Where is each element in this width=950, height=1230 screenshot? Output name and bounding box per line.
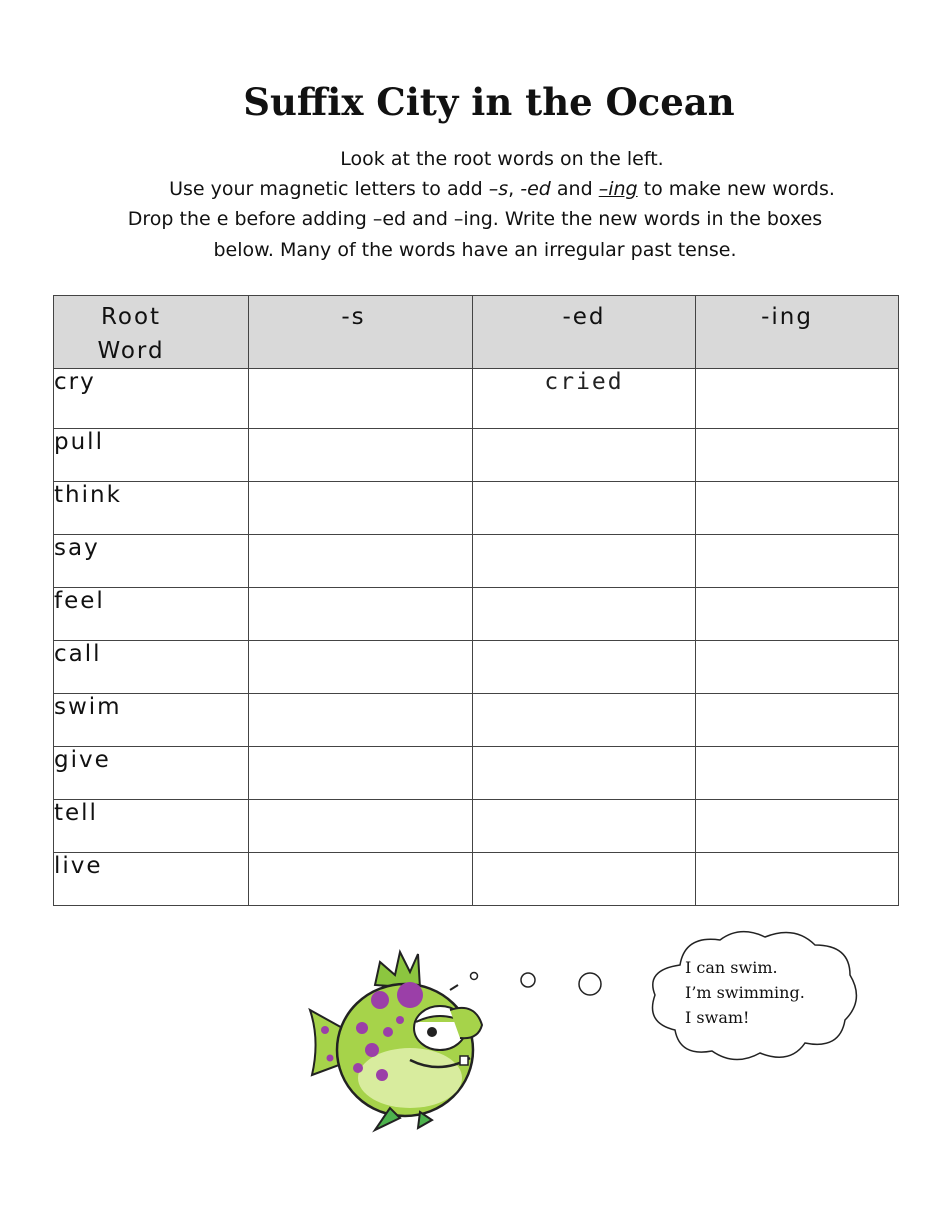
thought-line-1: I can swim. [685,958,778,977]
ing-answer-cell[interactable] [696,641,899,694]
ed-answer-cell[interactable] [473,694,696,747]
ed-answer-cell[interactable] [473,429,696,482]
root-word-cell: give [54,747,249,800]
root-word-cell: say [54,535,249,588]
table-row [54,800,899,853]
s-answer-cell[interactable] [249,747,473,800]
root-word-cell: live [54,853,249,906]
ed-answer-cell[interactable] [473,482,696,535]
s-answer-cell[interactable] [249,641,473,694]
table-row [54,694,899,747]
s-answer-cell[interactable] [249,853,473,906]
ing-answer-cell[interactable] [696,853,899,906]
ing-answer-cell[interactable] [696,482,899,535]
page-title: Suffix City in the Ocean [243,80,735,124]
ing-answer-cell[interactable] [696,694,899,747]
s-answer-cell[interactable] [249,369,473,429]
ed-answer-cell[interactable] [473,588,696,641]
header-root-word: Root Word [54,296,249,369]
s-answer-cell[interactable] [249,482,473,535]
suffix-table [53,295,899,906]
table-row [54,853,899,906]
table-header-row [54,296,899,369]
table-row [54,429,899,482]
header-ing: -ing [696,296,899,369]
s-answer-cell[interactable] [249,800,473,853]
table-row [54,535,899,588]
s-answer-cell[interactable] [249,694,473,747]
ing-answer-cell[interactable] [696,747,899,800]
ing-answer-cell[interactable] [696,588,899,641]
root-word-cell: swim [54,694,249,747]
ed-answer-cell[interactable] [473,641,696,694]
header-s: -s [249,296,473,369]
thought-line-3: I swam! [685,1008,750,1027]
fish-body [337,982,473,1116]
table-row [54,482,899,535]
table-row [54,369,899,429]
s-answer-cell[interactable] [249,429,473,482]
thought-text [685,955,805,1030]
table-row [54,588,899,641]
table-row [54,747,899,800]
s-answer-cell[interactable] [249,588,473,641]
table-row [54,641,899,694]
instruction-line-3: Drop the e before adding –ed and –ing. Write the new words in the boxes [127,208,823,230]
ed-answer-cell[interactable]: cried [473,369,696,429]
ed-answer-cell[interactable] [473,853,696,906]
ing-answer-cell[interactable] [696,369,899,429]
s-answer-cell[interactable] [249,535,473,588]
root-word-cell: pull [54,429,249,482]
ing-answer-cell[interactable] [696,429,899,482]
instruction-line-4: below. Many of the words have an irregular past tense. [213,239,737,261]
ed-answer-cell[interactable] [473,747,696,800]
root-word-cell: tell [54,800,249,853]
ed-answer-cell[interactable] [473,800,696,853]
ing-answer-cell[interactable] [696,800,899,853]
thought-bubbles [460,960,620,1010]
root-word-cell: feel [54,588,249,641]
thought-line-2: I’m swimming. [685,983,805,1002]
header-ed: -ed [473,296,696,369]
ing-answer-cell[interactable] [696,535,899,588]
instruction-line-1: Look at the root words on the left. [340,148,664,170]
root-word-cell: cry [54,369,249,429]
root-word-cell: call [54,641,249,694]
ed-answer-cell[interactable] [473,535,696,588]
root-word-cell: think [54,482,249,535]
instruction-line-2: Use your magnetic letters to add –s, -ed and –ing to make new words. [169,178,835,200]
